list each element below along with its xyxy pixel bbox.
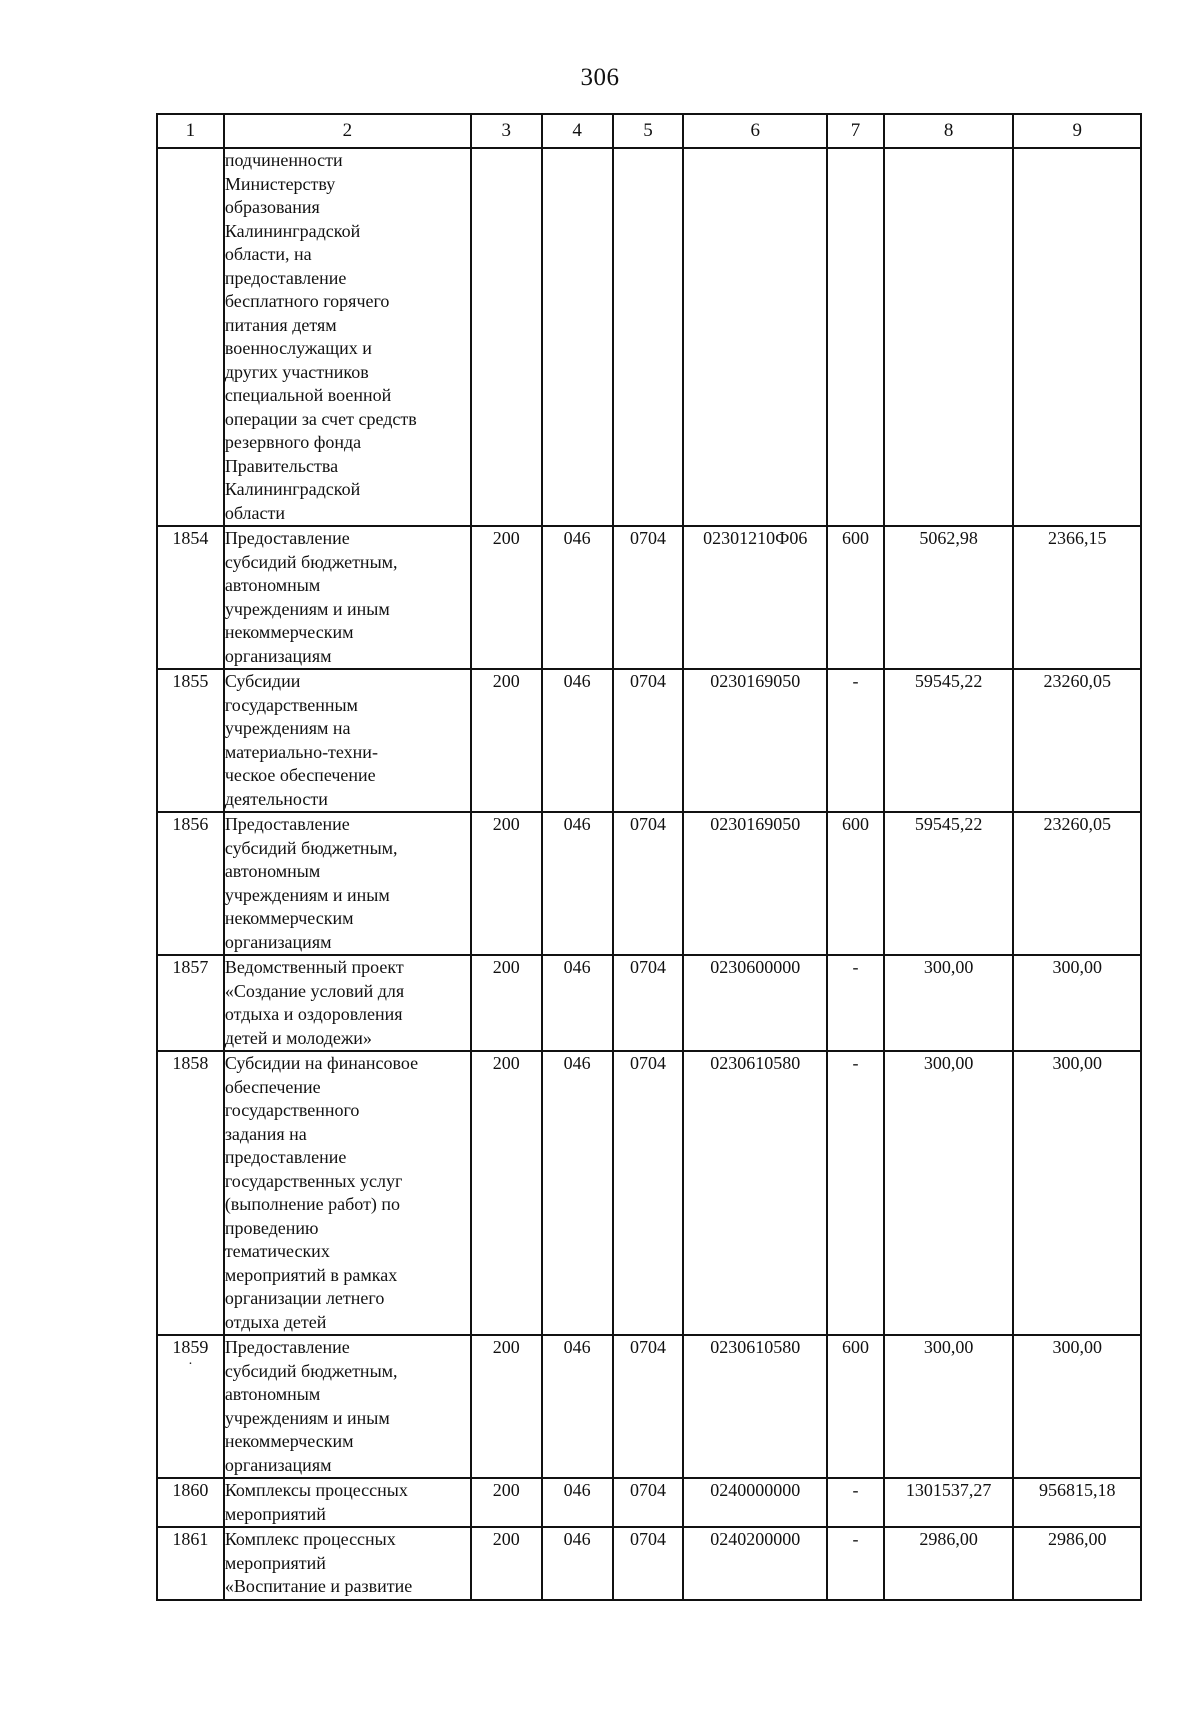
col4-cell: 046 <box>542 1051 613 1335</box>
col4-cell: 046 <box>542 526 613 669</box>
row-number-cell: 1857 <box>157 955 224 1051</box>
table-row <box>157 812 1141 955</box>
col6-cell: 0240000000 <box>683 1478 827 1527</box>
col8-cell: 2986,00 <box>884 1527 1014 1600</box>
col4-cell: 046 <box>542 1527 613 1600</box>
row-number-cell <box>157 1335 224 1478</box>
row-number-cell: 1855 <box>157 669 224 812</box>
col7-cell: 600 <box>827 526 884 669</box>
col4-cell: 046 <box>542 669 613 812</box>
row-name-cell: Ведомственный проект «Создание условий для отдыха и оздоровления детей и молодежи» <box>224 955 471 1051</box>
header-cell: 1 <box>157 114 224 148</box>
col5-cell: 0704 <box>613 1051 684 1335</box>
col6-cell: 0240200000 <box>683 1527 827 1600</box>
col7-cell: - <box>827 1051 884 1335</box>
row-name-cell: Субсидии государственным учреждениям на материально-техни- ческое обеспечение деятельности <box>224 669 471 812</box>
row-name-cell: Субсидии на финансовое обеспечение государственного задания на предоставление государственных услуг (выполнение работ) по проведению тематических мероприятий в рамках организации летнего отдыха детей <box>224 1051 471 1335</box>
header-cell: 4 <box>542 114 613 148</box>
row-name-cell: Предоставление субсидий бюджетным, автономным учреждениям и иным некоммерческим организациям <box>224 1335 471 1478</box>
col3-cell: 200 <box>471 1527 542 1600</box>
table-row <box>157 1335 1141 1478</box>
header-cell: 5 <box>613 114 684 148</box>
table-row <box>157 148 1141 526</box>
header-cell: 7 <box>827 114 884 148</box>
header-cell: 8 <box>884 114 1014 148</box>
col6-cell: 0230610580 <box>683 1051 827 1335</box>
row-number: 1859 <box>172 1337 209 1357</box>
col7-cell <box>827 148 884 526</box>
table-row <box>157 526 1141 669</box>
table-row <box>157 1051 1141 1335</box>
scan-mark: · <box>188 1356 193 1372</box>
col5-cell: 0704 <box>613 526 684 669</box>
header-cell: 6 <box>683 114 827 148</box>
col6-cell: 0230600000 <box>683 955 827 1051</box>
col4-cell <box>542 148 613 526</box>
col9-cell: 300,00 <box>1013 1335 1141 1478</box>
col7-cell: 600 <box>827 1335 884 1478</box>
col6-cell: 0230610580 <box>683 1335 827 1478</box>
col6-cell: 0230169050 <box>683 669 827 812</box>
budget-table <box>156 113 1142 1601</box>
col4-cell: 046 <box>542 1335 613 1478</box>
table-row <box>157 955 1141 1051</box>
row-name-cell: подчиненности Министерству образования Калининградской области, на предоставление бесплатного горячего питания детям военнослужащих и других участников специальной военной операции за счет средств резервного фонда Правительства Калининградской области <box>224 148 471 526</box>
col8-cell: 59545,22 <box>884 669 1014 812</box>
col5-cell: 0704 <box>613 1335 684 1478</box>
row-number-cell <box>157 148 224 526</box>
col8-cell: 1301537,27 <box>884 1478 1014 1527</box>
row-name-cell: Комплекс процессных мероприятий «Воспитание и развитие <box>224 1527 471 1600</box>
table-row <box>157 1478 1141 1527</box>
col9-cell: 23260,05 <box>1013 669 1141 812</box>
col6-cell: 02301210Ф06 <box>683 526 827 669</box>
col3-cell: 200 <box>471 1051 542 1335</box>
col9-cell <box>1013 148 1141 526</box>
col6-cell: 0230169050 <box>683 812 827 955</box>
header-row <box>157 114 1141 148</box>
header-cell: 9 <box>1013 114 1141 148</box>
col4-cell: 046 <box>542 955 613 1051</box>
col7-cell: - <box>827 1478 884 1527</box>
col3-cell <box>471 148 542 526</box>
col9-cell: 300,00 <box>1013 955 1141 1051</box>
col3-cell: 200 <box>471 526 542 669</box>
col3-cell: 200 <box>471 669 542 812</box>
row-number-cell: 1856 <box>157 812 224 955</box>
col8-cell <box>884 148 1014 526</box>
col3-cell: 200 <box>471 1478 542 1527</box>
col9-cell: 956815,18 <box>1013 1478 1141 1527</box>
col3-cell: 200 <box>471 812 542 955</box>
header-cell: 3 <box>471 114 542 148</box>
col4-cell: 046 <box>542 812 613 955</box>
row-number-cell: 1860 <box>157 1478 224 1527</box>
col5-cell <box>613 148 684 526</box>
col5-cell: 0704 <box>613 955 684 1051</box>
col3-cell: 200 <box>471 955 542 1051</box>
col5-cell: 0704 <box>613 1478 684 1527</box>
col9-cell: 2986,00 <box>1013 1527 1141 1600</box>
col4-cell: 046 <box>542 1478 613 1527</box>
row-number-cell: 1861 <box>157 1527 224 1600</box>
col5-cell: 0704 <box>613 812 684 955</box>
header-cell: 2 <box>224 114 471 148</box>
col8-cell: 300,00 <box>884 1051 1014 1335</box>
col9-cell: 300,00 <box>1013 1051 1141 1335</box>
col5-cell: 0704 <box>613 1527 684 1600</box>
col7-cell: - <box>827 669 884 812</box>
row-name-cell: Предоставление субсидий бюджетным, автономным учреждениям и иным некоммерческим организациям <box>224 526 471 669</box>
table-row <box>157 1527 1141 1600</box>
table-row <box>157 669 1141 812</box>
col5-cell: 0704 <box>613 669 684 812</box>
col7-cell: 600 <box>827 812 884 955</box>
row-name-cell: Комплексы процессных мероприятий <box>224 1478 471 1527</box>
col9-cell: 23260,05 <box>1013 812 1141 955</box>
col7-cell: - <box>827 955 884 1051</box>
page-number: 306 <box>580 64 620 91</box>
row-number-cell: 1854 <box>157 526 224 669</box>
col8-cell: 5062,98 <box>884 526 1014 669</box>
col8-cell: 300,00 <box>884 955 1014 1051</box>
row-name-cell: Предоставление субсидий бюджетным, автономным учреждениям и иным некоммерческим организациям <box>224 812 471 955</box>
col8-cell: 59545,22 <box>884 812 1014 955</box>
col9-cell: 2366,15 <box>1013 526 1141 669</box>
col8-cell: 300,00 <box>884 1335 1014 1478</box>
col3-cell: 200 <box>471 1335 542 1478</box>
row-number-cell: 1858 <box>157 1051 224 1335</box>
col7-cell: - <box>827 1527 884 1600</box>
col6-cell <box>683 148 827 526</box>
